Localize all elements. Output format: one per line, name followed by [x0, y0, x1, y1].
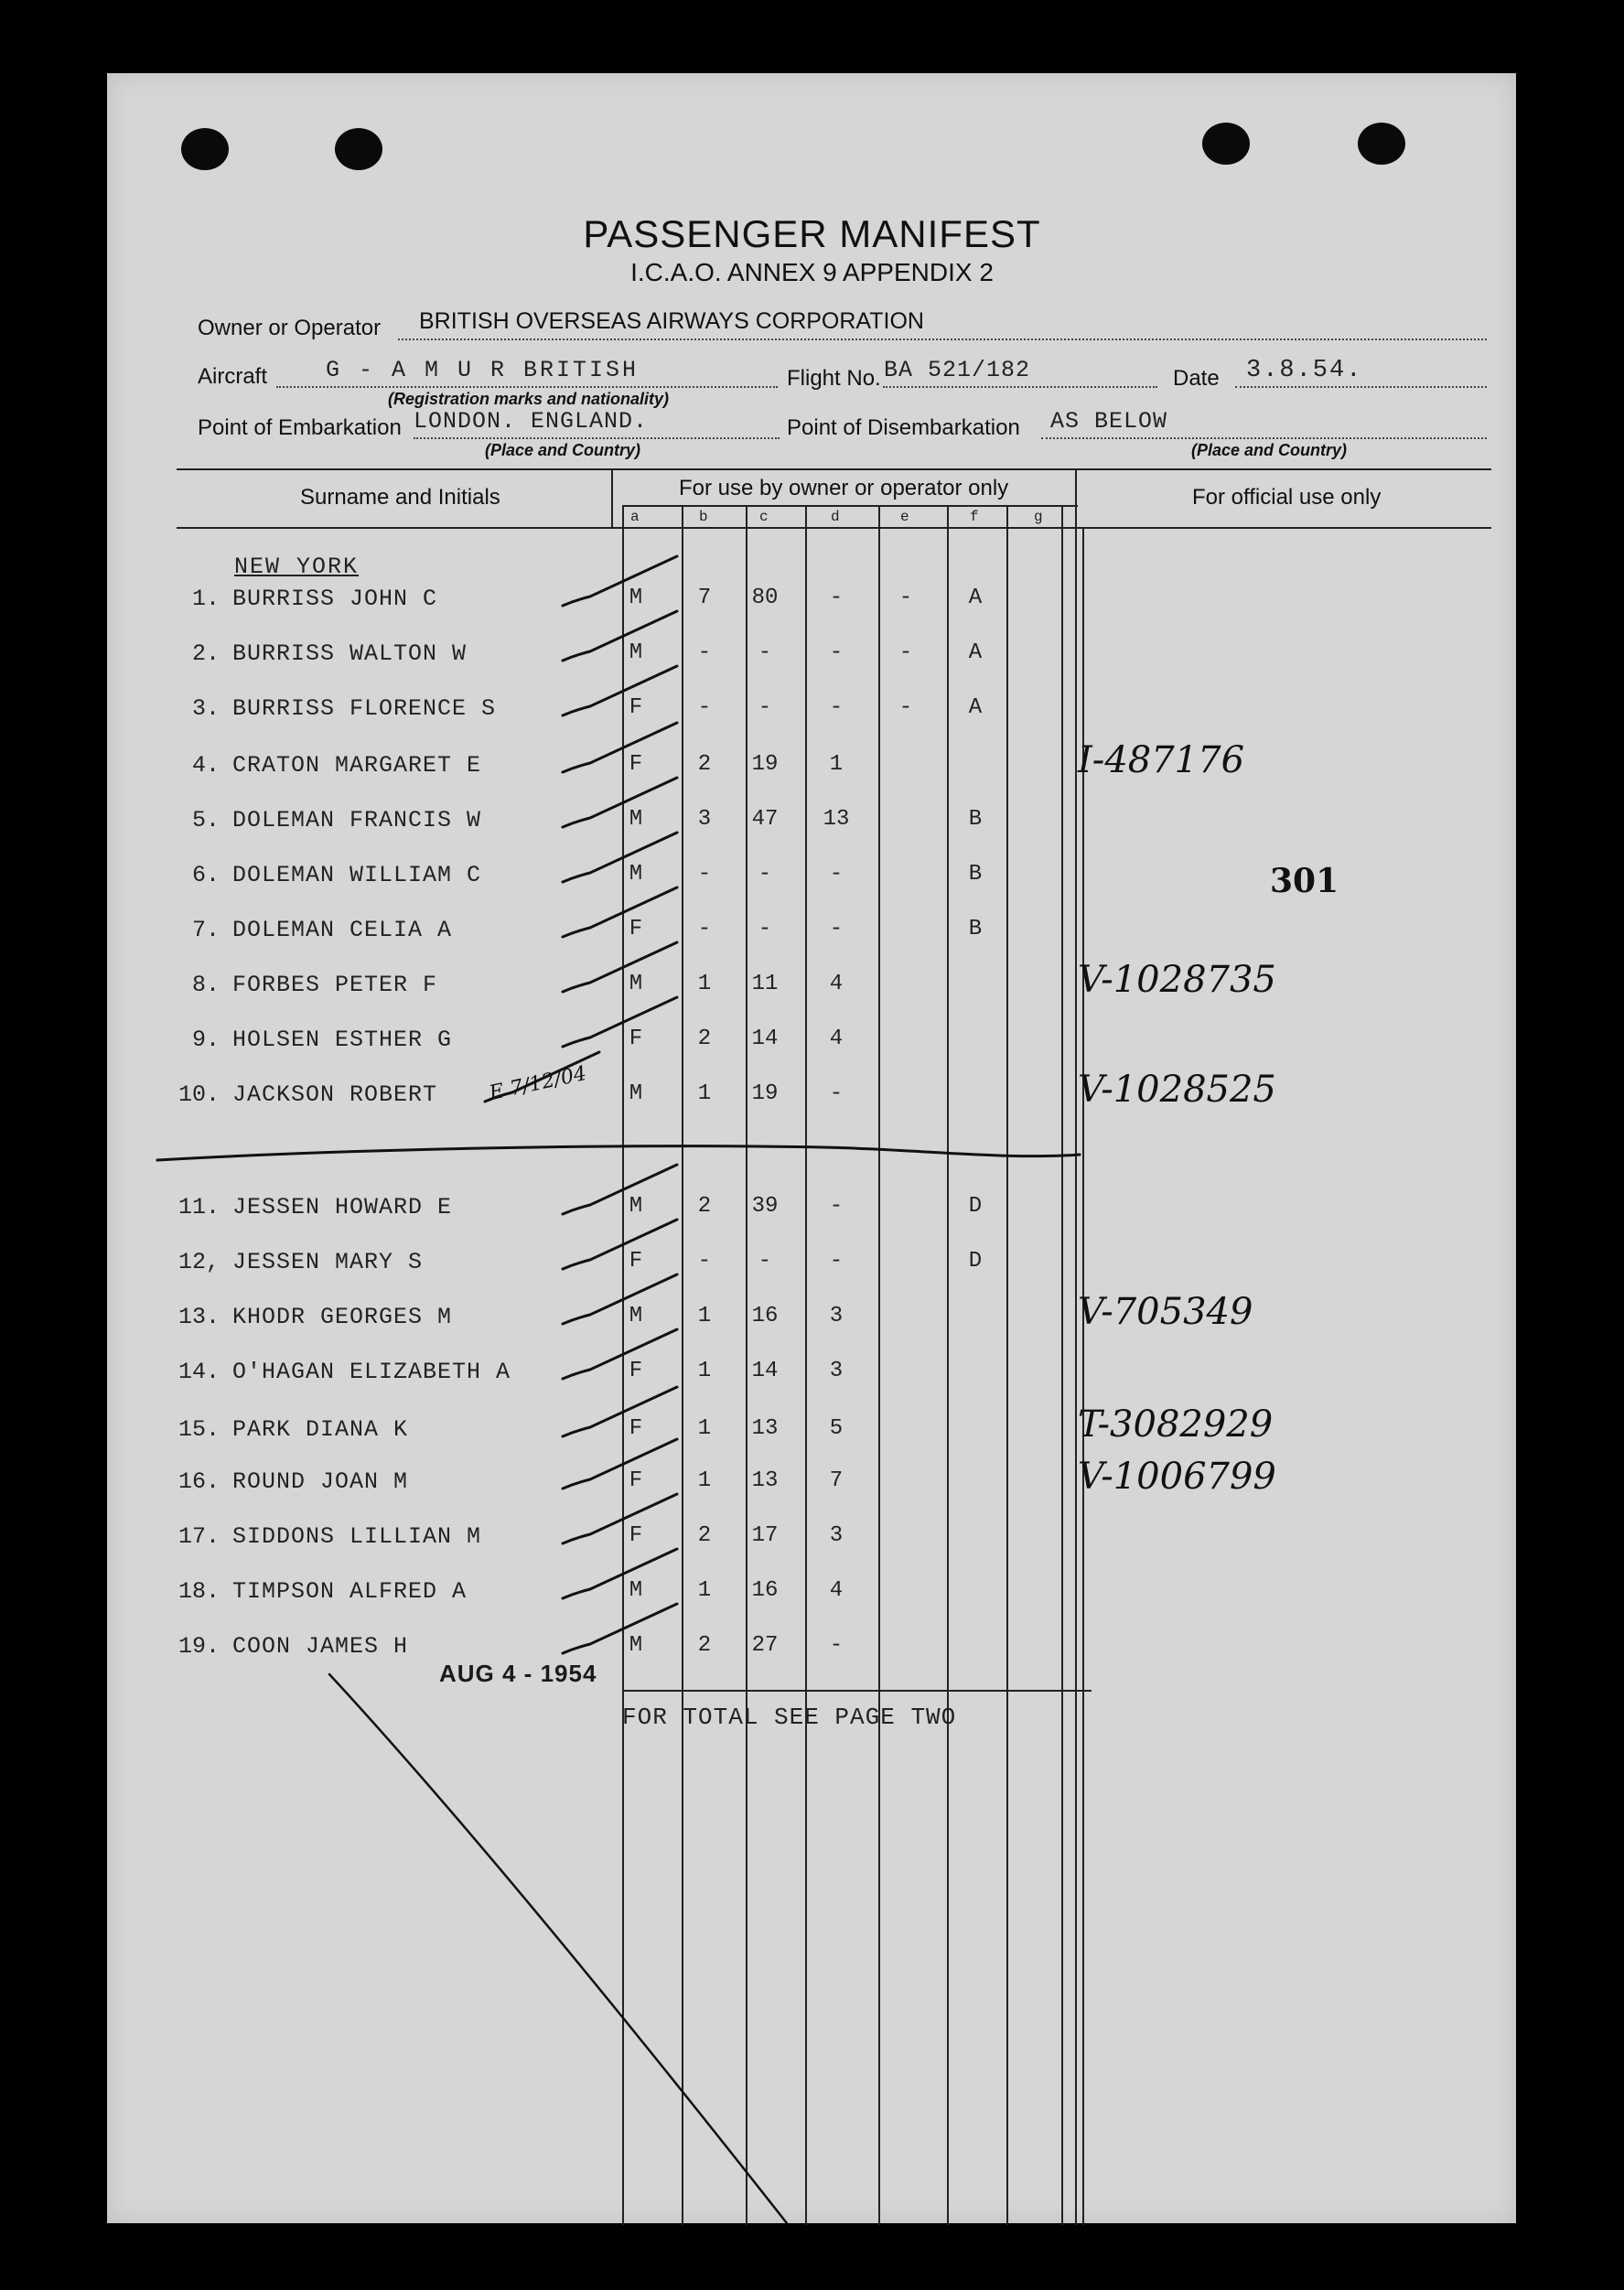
subcolumn-header-d: d: [831, 509, 840, 525]
cell-a: M: [629, 1633, 643, 1658]
cell-e: -: [898, 586, 913, 610]
passenger-name: FORBES PETER F: [232, 972, 438, 998]
passenger-name: KHODR GEORGES M: [232, 1304, 453, 1330]
row-separator-line: [157, 1146, 1080, 1160]
cell-a: M: [629, 972, 643, 996]
cell-b: 7: [697, 586, 712, 610]
check-mark: [563, 611, 677, 661]
cell-b: 1: [697, 972, 712, 996]
cell-d: 4: [829, 1027, 844, 1051]
cell-d: -: [829, 586, 844, 610]
cell-d: -: [829, 1194, 844, 1219]
cell-a: F: [629, 695, 643, 720]
cell-d: -: [829, 1249, 844, 1274]
cell-b: -: [697, 1249, 712, 1274]
row-number: 12,: [177, 1249, 220, 1275]
cell-f: B: [968, 807, 983, 832]
cell-b: 2: [697, 1027, 712, 1051]
cell-c: -: [758, 862, 772, 887]
subcolumn-header-g: g: [1034, 509, 1043, 525]
cell-d: 3: [829, 1304, 844, 1328]
cell-f: A: [968, 695, 983, 720]
cell-a: M: [629, 1081, 643, 1106]
official-number: I-487176: [1078, 739, 1245, 781]
row-number: 1.: [191, 586, 220, 612]
cell-b: 1: [697, 1578, 712, 1603]
cell-d: -: [829, 862, 844, 887]
passenger-name: DOLEMAN FRANCIS W: [232, 807, 482, 833]
check-mark: [563, 666, 677, 715]
passenger-name: COON JAMES H: [232, 1633, 409, 1660]
cell-a: M: [629, 1578, 643, 1603]
cell-f: D: [968, 1249, 983, 1274]
row-number: 16.: [177, 1468, 220, 1495]
cell-b: 1: [697, 1416, 712, 1441]
cell-d: 4: [829, 1578, 844, 1603]
page-number: 301: [1270, 862, 1339, 900]
cell-f: B: [968, 917, 983, 941]
cell-c: 19: [751, 1081, 779, 1106]
cell-c: 11: [751, 972, 779, 996]
passenger-name: DOLEMAN CELIA A: [232, 917, 453, 943]
row-number: 2.: [191, 640, 220, 667]
row-number: 14.: [177, 1359, 220, 1385]
disembarkation-note: (Place and Country): [1191, 441, 1348, 459]
row-number: 15.: [177, 1416, 220, 1443]
cell-b: -: [697, 862, 712, 887]
aircraft-label: Aircraft: [198, 364, 268, 389]
row-number: 19.: [177, 1633, 220, 1660]
check-mark: [563, 1165, 677, 1214]
cell-d: 5: [829, 1416, 844, 1441]
passenger-name: HOLSEN ESTHER G: [232, 1027, 453, 1053]
check-mark: [563, 887, 677, 937]
check-mark: [563, 1387, 677, 1436]
cell-d: 4: [829, 972, 844, 996]
cell-e: -: [898, 695, 913, 720]
passenger-name: DOLEMAN WILLIAM C: [232, 862, 482, 888]
document-subtitle: I.C.A.O. ANNEX 9 APPENDIX 2: [630, 258, 994, 286]
passenger-name: BURRISS WALTON W: [232, 640, 468, 667]
cell-b: 2: [697, 752, 712, 777]
row-number: 3.: [191, 695, 220, 722]
subcolumn-header-f: f: [970, 509, 979, 525]
cell-b: -: [697, 695, 712, 720]
subcolumn-header-a: a: [630, 509, 640, 525]
flight-label: Flight No.: [787, 366, 881, 391]
check-mark: [563, 1329, 677, 1379]
official-number: V-1006799: [1078, 1456, 1276, 1498]
cell-b: 2: [697, 1633, 712, 1658]
total-note: FOR TOTAL SEE PAGE TWO: [622, 1704, 957, 1731]
cell-c: 17: [751, 1523, 779, 1548]
row-number: 8.: [191, 972, 220, 998]
cell-f: A: [968, 640, 983, 665]
surname-column-header: Surname and Initials: [300, 485, 500, 510]
cell-a: F: [629, 1249, 643, 1274]
passenger-name: ROUND JOAN M: [232, 1468, 409, 1495]
row-number: 13.: [177, 1304, 220, 1330]
cell-f: B: [968, 862, 983, 887]
flight-value: BA 521/182: [884, 357, 1031, 383]
check-mark: [563, 1439, 677, 1489]
cell-d: 7: [829, 1468, 844, 1493]
cell-f: A: [968, 586, 983, 610]
cell-d: 3: [829, 1523, 844, 1548]
cell-e: -: [898, 640, 913, 665]
cell-a: F: [629, 917, 643, 941]
cell-a: M: [629, 807, 643, 832]
cell-f: D: [968, 1194, 983, 1219]
cell-d: -: [829, 695, 844, 720]
cell-a: M: [629, 862, 643, 887]
passenger-name: O'HAGAN ELIZABETH A: [232, 1359, 511, 1385]
row-number: 18.: [177, 1578, 220, 1605]
cell-c: -: [758, 917, 772, 941]
disembarkation-label: Point of Disembarkation: [787, 415, 1020, 440]
cell-c: -: [758, 1249, 772, 1274]
cell-c: 14: [751, 1359, 779, 1383]
official-number: V-1028525: [1078, 1069, 1276, 1111]
cell-c: -: [758, 695, 772, 720]
cell-b: 2: [697, 1523, 712, 1548]
row-number: 11.: [177, 1194, 220, 1220]
check-mark: [563, 723, 677, 772]
cell-b: -: [697, 640, 712, 665]
cell-d: 1: [829, 752, 844, 777]
passenger-name: CRATON MARGARET E: [232, 752, 482, 779]
row-number: 9.: [191, 1027, 220, 1053]
disembarkation-value: AS BELOW: [1050, 408, 1168, 435]
row-number: 5.: [191, 807, 220, 833]
passenger-name: SIDDONS LILLIAN M: [232, 1523, 482, 1550]
check-mark: [563, 1220, 677, 1269]
row-number: 10.: [177, 1081, 220, 1108]
cell-a: F: [629, 1523, 643, 1548]
cell-c: 19: [751, 752, 779, 777]
row-number: 7.: [191, 917, 220, 943]
embarkation-value: LONDON. ENGLAND.: [414, 408, 649, 435]
check-mark: [563, 778, 677, 827]
aircraft-note: (Registration marks and nationality): [388, 390, 670, 408]
cell-b: -: [697, 917, 712, 941]
official-number: V-705349: [1078, 1291, 1253, 1333]
cell-c: 27: [751, 1633, 779, 1658]
cell-a: F: [629, 1359, 643, 1383]
passenger-name: JESSEN MARY S: [232, 1249, 424, 1275]
aircraft-value: G - A M U R BRITISH: [326, 357, 640, 383]
cell-c: 80: [751, 586, 779, 610]
check-mark: [563, 942, 677, 992]
embarkation-note: (Place and Country): [485, 441, 641, 459]
cell-b: 1: [697, 1304, 712, 1328]
cell-b: 3: [697, 807, 712, 832]
check-mark: [563, 1494, 677, 1543]
row-number: 17.: [177, 1523, 220, 1550]
check-mark: [563, 833, 677, 882]
cell-a: F: [629, 752, 643, 777]
check-mark: [563, 1549, 677, 1598]
row-number: 6.: [191, 862, 220, 888]
document-title: PASSENGER MANIFEST: [583, 212, 1041, 255]
cell-a: M: [629, 1304, 643, 1328]
cell-b: 1: [697, 1468, 712, 1493]
passenger-name: PARK DIANA K: [232, 1416, 409, 1443]
cell-a: M: [629, 640, 643, 665]
subcolumn-header-e: e: [900, 509, 909, 525]
passenger-name: BURRISS FLORENCE S: [232, 695, 497, 722]
cell-a: F: [629, 1468, 643, 1493]
cell-d: -: [829, 917, 844, 941]
owner-label: Owner or Operator: [198, 316, 382, 340]
received-date-stamp: AUG 4 - 1954: [439, 1660, 597, 1687]
official-number: V-1028735: [1078, 959, 1276, 1001]
cell-c: 39: [751, 1194, 779, 1219]
check-mark: [485, 1052, 599, 1102]
cell-d: 3: [829, 1359, 844, 1383]
cell-b: 1: [697, 1081, 712, 1106]
passenger-name: BURRISS JOHN C: [232, 586, 438, 612]
cell-c: 16: [751, 1578, 779, 1603]
check-mark: [563, 556, 677, 606]
official-number: T-3082929: [1078, 1403, 1274, 1446]
cell-c: 14: [751, 1027, 779, 1051]
cell-d: 13: [823, 807, 850, 832]
cell-d: -: [829, 1633, 844, 1658]
cell-d: -: [829, 640, 844, 665]
subcolumn-header-b: b: [699, 509, 708, 525]
row-number: 4.: [191, 752, 220, 779]
cell-b: 1: [697, 1359, 712, 1383]
passenger-name: JACKSON ROBERT: [232, 1081, 438, 1108]
destination-heading: NEW YORK: [234, 554, 360, 580]
cell-a: F: [629, 1416, 643, 1441]
check-mark: [563, 1604, 677, 1653]
jackson-handwritten-note: E 7/12/04: [487, 1062, 589, 1105]
cell-a: F: [629, 1027, 643, 1051]
passenger-name: TIMPSON ALFRED A: [232, 1578, 468, 1605]
official-use-column-header: For official use only: [1192, 485, 1382, 510]
cell-d: -: [829, 1081, 844, 1106]
cell-a: M: [629, 586, 643, 610]
cell-c: -: [758, 640, 772, 665]
passenger-name: JESSEN HOWARD E: [232, 1194, 453, 1220]
cell-a: M: [629, 1194, 643, 1219]
owner-value: BRITISH OVERSEAS AIRWAYS CORPORATION: [419, 308, 924, 334]
check-mark: [563, 997, 677, 1047]
cell-c: 16: [751, 1304, 779, 1328]
cell-c: 13: [751, 1468, 779, 1493]
check-mark: [563, 1274, 677, 1324]
diagonal-stroke: [329, 1674, 787, 2223]
subcolumn-header-c: c: [759, 509, 769, 525]
cell-c: 13: [751, 1416, 779, 1441]
cell-b: 2: [697, 1194, 712, 1219]
embarkation-label: Point of Embarkation: [198, 415, 402, 440]
date-value: 3.8.54.: [1246, 357, 1363, 384]
date-label: Date: [1173, 366, 1220, 391]
owner-use-column-header: For use by owner or operator only: [679, 476, 1009, 500]
cell-c: 47: [751, 807, 779, 832]
